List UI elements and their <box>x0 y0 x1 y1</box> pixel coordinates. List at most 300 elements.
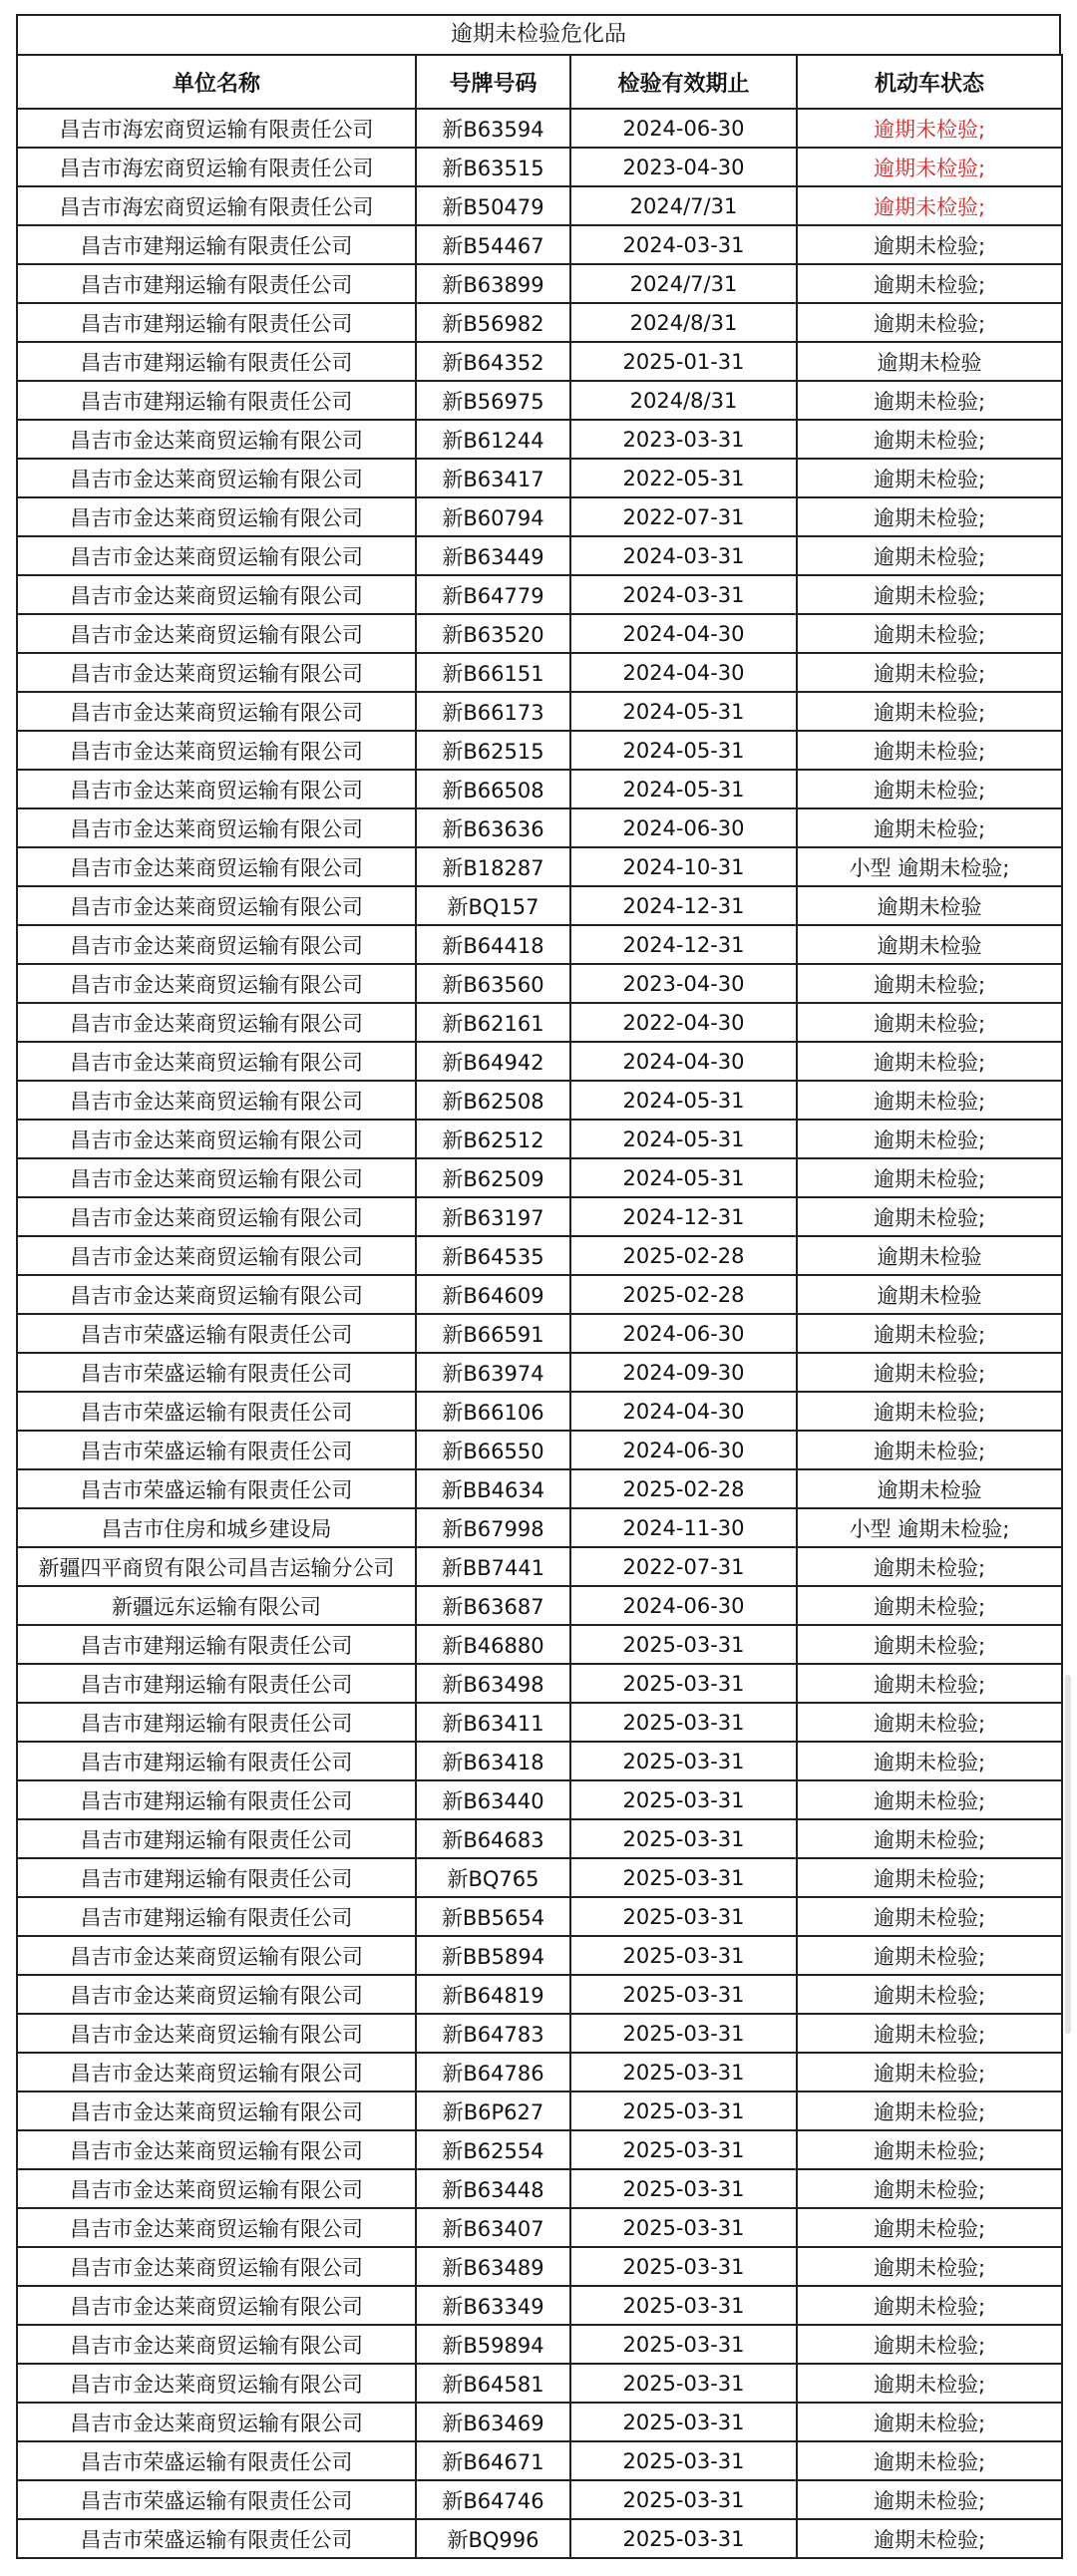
expiry-cell: 2022-07-31 <box>570 497 797 536</box>
status-cell: 逾期未检验; <box>797 1197 1062 1236</box>
status-cell: 逾期未检验; <box>797 1936 1062 1975</box>
expiry-cell: 2025-03-31 <box>570 2208 797 2247</box>
expiry-cell: 2025-03-31 <box>570 2519 797 2558</box>
table-title: 逾期未检验危化品 <box>16 14 1061 54</box>
plate-cell: 新B64942 <box>416 1042 570 1081</box>
company-cell: 昌吉市金达莱商贸运输有限公司 <box>17 770 416 808</box>
table-row <box>17 1819 1062 1858</box>
expiry-cell: 2025-03-31 <box>570 1936 797 1975</box>
status-cell: 逾期未检验; <box>797 1042 1062 1081</box>
expiry-cell: 2025-03-31 <box>570 1897 797 1936</box>
table-row <box>17 1275 1062 1314</box>
expiry-cell: 2025-03-31 <box>570 2169 797 2208</box>
plate-cell: 新B66550 <box>416 1431 570 1469</box>
status-cell: 逾期未检验; <box>797 2441 1062 2480</box>
plate-cell: 新B64683 <box>416 1819 570 1858</box>
table-row <box>17 2325 1062 2364</box>
status-cell: 逾期未检验 <box>797 1275 1062 1314</box>
status-cell: 逾期未检验 <box>797 1236 1062 1275</box>
plate-cell: 新B64746 <box>416 2480 570 2519</box>
header-plate: 号牌号码 <box>416 55 570 109</box>
table-row <box>17 2364 1062 2403</box>
expiry-cell: 2025-03-31 <box>570 2014 797 2053</box>
header-expiry: 检验有效期止 <box>570 55 797 109</box>
company-cell: 昌吉市建翔运输有限责任公司 <box>17 381 416 420</box>
table-row <box>17 2092 1062 2130</box>
status-cell: 逾期未检验; <box>797 808 1062 847</box>
status-cell: 逾期未检验; <box>797 2014 1062 2053</box>
plate-cell: 新B63411 <box>416 1703 570 1742</box>
expiry-cell: 2025-03-31 <box>570 2325 797 2364</box>
plate-cell: 新B64786 <box>416 2053 570 2092</box>
company-cell: 昌吉市金达莱商贸运输有限公司 <box>17 2247 416 2286</box>
table-row <box>17 1664 1062 1703</box>
expiry-cell: 2024-04-30 <box>570 1042 797 1081</box>
expiry-cell: 2024-03-31 <box>570 225 797 264</box>
expiry-cell: 2025-03-31 <box>570 1858 797 1897</box>
status-cell: 逾期未检验; <box>797 2325 1062 2364</box>
company-cell: 昌吉市建翔运输有限责任公司 <box>17 303 416 342</box>
plate-cell: 新B63687 <box>416 1586 570 1625</box>
table-row <box>17 536 1062 575</box>
plate-cell: 新B54467 <box>416 225 570 264</box>
expiry-cell: 2022-04-30 <box>570 1003 797 1042</box>
expiry-cell: 2025-03-31 <box>570 1703 797 1742</box>
table-row <box>17 1703 1062 1742</box>
header-company: 单位名称 <box>17 55 416 109</box>
plate-cell: 新BQ996 <box>416 2519 570 2558</box>
company-cell: 昌吉市建翔运输有限责任公司 <box>17 1625 416 1664</box>
company-cell: 昌吉市金达莱商贸运输有限公司 <box>17 2208 416 2247</box>
company-cell: 昌吉市金达莱商贸运输有限公司 <box>17 497 416 536</box>
plate-cell: 新B63515 <box>416 148 570 186</box>
status-cell: 逾期未检验; <box>797 381 1062 420</box>
status-cell: 逾期未检验; <box>797 1431 1062 1469</box>
status-cell: 逾期未检验; <box>797 1703 1062 1742</box>
company-cell: 昌吉市金达莱商贸运输有限公司 <box>17 1275 416 1314</box>
plate-cell: 新B62515 <box>416 731 570 770</box>
expiry-cell: 2024-10-31 <box>570 847 797 886</box>
status-cell: 逾期未检验; <box>797 1081 1062 1120</box>
table-row <box>17 2480 1062 2519</box>
status-cell: 逾期未检验; <box>797 1625 1062 1664</box>
table-row <box>17 2053 1062 2092</box>
status-cell: 逾期未检验; <box>797 303 1062 342</box>
table-row <box>17 1120 1062 1158</box>
expiry-cell: 2024-12-31 <box>570 886 797 925</box>
plate-cell: 新B64609 <box>416 1275 570 1314</box>
expiry-cell: 2024-06-30 <box>570 1586 797 1625</box>
expiry-cell: 2023-04-30 <box>570 964 797 1003</box>
plate-cell: 新B64783 <box>416 2014 570 2053</box>
table-row <box>17 770 1062 808</box>
expiry-cell: 2025-03-31 <box>570 2441 797 2480</box>
table-row <box>17 2286 1062 2325</box>
company-cell: 昌吉市金达莱商贸运输有限公司 <box>17 536 416 575</box>
plate-cell: 新B50479 <box>416 186 570 225</box>
expiry-cell: 2024/8/31 <box>570 303 797 342</box>
expiry-cell: 2024-05-31 <box>570 731 797 770</box>
company-cell: 昌吉市荣盛运输有限责任公司 <box>17 1353 416 1392</box>
status-cell: 逾期未检验; <box>797 2208 1062 2247</box>
table-row <box>17 925 1062 964</box>
table-row <box>17 2014 1062 2053</box>
plate-cell: 新B63560 <box>416 964 570 1003</box>
expiry-cell: 2025-03-31 <box>570 1780 797 1819</box>
plate-cell: 新B63417 <box>416 459 570 497</box>
status-cell: 逾期未检验; <box>797 148 1062 186</box>
table-row <box>17 575 1062 614</box>
expiry-cell: 2025-03-31 <box>570 1819 797 1858</box>
plate-cell: 新B63489 <box>416 2247 570 2286</box>
company-cell: 昌吉市建翔运输有限责任公司 <box>17 225 416 264</box>
plate-cell: 新B63498 <box>416 1664 570 1703</box>
plate-cell: 新B59894 <box>416 2325 570 2364</box>
expiry-cell: 2023-04-30 <box>570 148 797 186</box>
plate-cell: 新B63448 <box>416 2169 570 2208</box>
table-row <box>17 614 1062 653</box>
company-cell: 昌吉市金达莱商贸运输有限公司 <box>17 1120 416 1158</box>
expiry-cell: 2024-05-31 <box>570 1081 797 1120</box>
status-cell: 逾期未检验; <box>797 1314 1062 1353</box>
expiry-cell: 2025-03-31 <box>570 2092 797 2130</box>
company-cell: 昌吉市荣盛运输有限责任公司 <box>17 1392 416 1431</box>
expiry-cell: 2024-05-31 <box>570 692 797 731</box>
status-cell: 逾期未检验; <box>797 264 1062 303</box>
plate-cell: 新B64581 <box>416 2364 570 2403</box>
plate-cell: 新B62512 <box>416 1120 570 1158</box>
table-row <box>17 2403 1062 2441</box>
expiry-cell: 2025-03-31 <box>570 1742 797 1780</box>
document-sheet <box>16 14 1061 2559</box>
expiry-cell: 2024-09-30 <box>570 1353 797 1392</box>
expiry-cell: 2024/8/31 <box>570 381 797 420</box>
status-cell: 逾期未检验; <box>797 2169 1062 2208</box>
table-row <box>17 731 1062 770</box>
table-row <box>17 1392 1062 1431</box>
table-row <box>17 186 1062 225</box>
table-row <box>17 1236 1062 1275</box>
plate-cell: 新B63520 <box>416 614 570 653</box>
company-cell: 昌吉市荣盛运输有限责任公司 <box>17 1431 416 1469</box>
table-row <box>17 1742 1062 1780</box>
status-cell: 逾期未检验; <box>797 2130 1062 2169</box>
plate-cell: 新B6P627 <box>416 2092 570 2130</box>
plate-cell: 新B63407 <box>416 2208 570 2247</box>
plate-cell: 新B67998 <box>416 1508 570 1547</box>
expiry-cell: 2024-05-31 <box>570 770 797 808</box>
expiry-cell: 2024-03-31 <box>570 575 797 614</box>
plate-cell: 新B63899 <box>416 264 570 303</box>
expiry-cell: 2025-03-31 <box>570 1975 797 2014</box>
expiry-cell: 2025-03-31 <box>570 1625 797 1664</box>
table-row <box>17 497 1062 536</box>
plate-cell: 新BQ765 <box>416 1858 570 1897</box>
plate-cell: 新B66508 <box>416 770 570 808</box>
company-cell: 昌吉市荣盛运输有限责任公司 <box>17 2519 416 2558</box>
plate-cell: 新B61244 <box>416 420 570 459</box>
plate-cell: 新B63974 <box>416 1353 570 1392</box>
company-cell: 昌吉市荣盛运输有限责任公司 <box>17 2441 416 2480</box>
table-row <box>17 2208 1062 2247</box>
table-row <box>17 1081 1062 1120</box>
table-row <box>17 1197 1062 1236</box>
expiry-cell: 2024/7/31 <box>570 186 797 225</box>
company-cell: 昌吉市金达莱商贸运输有限公司 <box>17 653 416 692</box>
plate-cell: 新B62161 <box>416 1003 570 1042</box>
company-cell: 昌吉市金达莱商贸运输有限公司 <box>17 847 416 886</box>
status-cell: 逾期未检验; <box>797 1392 1062 1431</box>
table-row <box>17 1508 1062 1547</box>
company-cell: 昌吉市住房和城乡建设局 <box>17 1508 416 1547</box>
plate-cell: 新BQ157 <box>416 886 570 925</box>
table-row <box>17 1547 1062 1586</box>
status-cell: 逾期未检验; <box>797 109 1062 148</box>
company-cell: 昌吉市建翔运输有限责任公司 <box>17 1780 416 1819</box>
table-row <box>17 2130 1062 2169</box>
company-cell: 昌吉市金达莱商贸运输有限公司 <box>17 2053 416 2092</box>
plate-cell: 新B62508 <box>416 1081 570 1120</box>
table-row <box>17 964 1062 1003</box>
table-row <box>17 653 1062 692</box>
status-cell: 逾期未检验 <box>797 925 1062 964</box>
company-cell: 昌吉市建翔运输有限责任公司 <box>17 1664 416 1703</box>
expiry-cell: 2025-03-31 <box>570 2403 797 2441</box>
company-cell: 昌吉市建翔运输有限责任公司 <box>17 1703 416 1742</box>
company-cell: 昌吉市金达莱商贸运输有限公司 <box>17 925 416 964</box>
expiry-cell: 2025-03-31 <box>570 2053 797 2092</box>
company-cell: 昌吉市金达莱商贸运输有限公司 <box>17 964 416 1003</box>
company-cell: 昌吉市金达莱商贸运输有限公司 <box>17 614 416 653</box>
status-cell: 逾期未检验; <box>797 2286 1062 2325</box>
status-cell: 小型 逾期未检验; <box>797 1508 1062 1547</box>
company-cell: 昌吉市建翔运输有限责任公司 <box>17 1742 416 1780</box>
status-cell: 逾期未检验; <box>797 575 1062 614</box>
company-cell: 昌吉市金达莱商贸运输有限公司 <box>17 1975 416 2014</box>
expiry-cell: 2024-06-30 <box>570 1314 797 1353</box>
status-cell: 逾期未检验; <box>797 1158 1062 1197</box>
company-cell: 昌吉市荣盛运输有限责任公司 <box>17 1469 416 1508</box>
plate-cell: 新B63349 <box>416 2286 570 2325</box>
company-cell: 昌吉市建翔运输有限责任公司 <box>17 1897 416 1936</box>
table-row <box>17 847 1062 886</box>
company-cell: 昌吉市金达莱商贸运输有限公司 <box>17 2130 416 2169</box>
table-row <box>17 264 1062 303</box>
status-cell: 逾期未检验 <box>797 1469 1062 1508</box>
table-row <box>17 1586 1062 1625</box>
table-row <box>17 303 1062 342</box>
status-cell: 逾期未检验; <box>797 536 1062 575</box>
company-cell: 昌吉市金达莱商贸运输有限公司 <box>17 459 416 497</box>
table-row <box>17 1003 1062 1042</box>
table-row <box>17 886 1062 925</box>
company-cell: 昌吉市金达莱商贸运输有限公司 <box>17 2169 416 2208</box>
table-row <box>17 459 1062 497</box>
plate-cell: 新B63469 <box>416 2403 570 2441</box>
expiry-cell: 2022-05-31 <box>570 459 797 497</box>
plate-cell: 新B66106 <box>416 1392 570 1431</box>
company-cell: 昌吉市建翔运输有限责任公司 <box>17 1858 416 1897</box>
expiry-cell: 2025-02-28 <box>570 1469 797 1508</box>
table-row <box>17 1897 1062 1936</box>
plate-cell: 新B46880 <box>416 1625 570 1664</box>
status-cell: 小型 逾期未检验; <box>797 847 1062 886</box>
plate-cell: 新B64779 <box>416 575 570 614</box>
status-cell: 逾期未检验; <box>797 459 1062 497</box>
table-body <box>17 109 1062 2558</box>
header-row <box>17 55 1062 109</box>
company-cell: 新疆四平商贸有限公司昌吉运输分公司 <box>17 1547 416 1586</box>
table-row <box>17 1975 1062 2014</box>
status-cell: 逾期未检验; <box>797 2053 1062 2092</box>
company-cell: 昌吉市金达莱商贸运输有限公司 <box>17 2403 416 2441</box>
company-cell: 昌吉市金达莱商贸运输有限公司 <box>17 692 416 731</box>
header-status: 机动车状态 <box>797 55 1062 109</box>
status-cell: 逾期未检验; <box>797 1664 1062 1703</box>
expiry-cell: 2024-12-31 <box>570 925 797 964</box>
status-cell: 逾期未检验; <box>797 1353 1062 1392</box>
plate-cell: 新BB5654 <box>416 1897 570 1936</box>
table-row <box>17 148 1062 186</box>
status-cell: 逾期未检验 <box>797 342 1062 381</box>
table-row <box>17 2247 1062 2286</box>
scrollbar[interactable] <box>1065 1675 1071 2034</box>
company-cell: 昌吉市金达莱商贸运输有限公司 <box>17 1936 416 1975</box>
status-cell: 逾期未检验; <box>797 770 1062 808</box>
table-row <box>17 381 1062 420</box>
plate-cell: 新B63440 <box>416 1780 570 1819</box>
expiry-cell: 2024/7/31 <box>570 264 797 303</box>
company-cell: 昌吉市荣盛运输有限责任公司 <box>17 1314 416 1353</box>
table-row <box>17 1625 1062 1664</box>
status-cell: 逾期未检验; <box>797 1780 1062 1819</box>
expiry-cell: 2024-06-30 <box>570 1431 797 1469</box>
status-cell: 逾期未检验; <box>797 1547 1062 1586</box>
company-cell: 昌吉市荣盛运输有限责任公司 <box>17 2480 416 2519</box>
status-cell: 逾期未检验; <box>797 964 1062 1003</box>
status-cell: 逾期未检验; <box>797 1742 1062 1780</box>
status-cell: 逾期未检验; <box>797 614 1062 653</box>
expiry-cell: 2025-03-31 <box>570 2480 797 2519</box>
table-row <box>17 2519 1062 2558</box>
plate-cell: 新B62509 <box>416 1158 570 1197</box>
plate-cell: 新B64819 <box>416 1975 570 2014</box>
plate-cell: 新B63197 <box>416 1197 570 1236</box>
company-cell: 昌吉市海宏商贸运输有限责任公司 <box>17 109 416 148</box>
plate-cell: 新B63636 <box>416 808 570 847</box>
table-row <box>17 1042 1062 1081</box>
status-cell: 逾期未检验; <box>797 186 1062 225</box>
status-cell: 逾期未检验; <box>797 1003 1062 1042</box>
expiry-cell: 2025-03-31 <box>570 2286 797 2325</box>
plate-cell: 新B66151 <box>416 653 570 692</box>
company-cell: 昌吉市建翔运输有限责任公司 <box>17 1819 416 1858</box>
status-cell: 逾期未检验; <box>797 1975 1062 2014</box>
company-cell: 昌吉市金达莱商贸运输有限公司 <box>17 420 416 459</box>
status-cell: 逾期未检验; <box>797 2403 1062 2441</box>
vehicle-table <box>16 54 1063 2559</box>
table-row <box>17 225 1062 264</box>
company-cell: 昌吉市金达莱商贸运输有限公司 <box>17 1042 416 1081</box>
table-row <box>17 420 1062 459</box>
status-cell: 逾期未检验; <box>797 692 1062 731</box>
status-cell: 逾期未检验; <box>797 2364 1062 2403</box>
plate-cell: 新B63449 <box>416 536 570 575</box>
expiry-cell: 2024-11-30 <box>570 1508 797 1547</box>
plate-cell: 新B64352 <box>416 342 570 381</box>
expiry-cell: 2024-06-30 <box>570 808 797 847</box>
status-cell: 逾期未检验; <box>797 731 1062 770</box>
company-cell: 新疆远东运输有限公司 <box>17 1586 416 1625</box>
table-row <box>17 1936 1062 1975</box>
plate-cell: 新B66173 <box>416 692 570 731</box>
status-cell: 逾期未检验; <box>797 1858 1062 1897</box>
table-row <box>17 2169 1062 2208</box>
plate-cell: 新B62554 <box>416 2130 570 2169</box>
company-cell: 昌吉市金达莱商贸运输有限公司 <box>17 1236 416 1275</box>
expiry-cell: 2025-02-28 <box>570 1236 797 1275</box>
table-row <box>17 1431 1062 1469</box>
status-cell: 逾期未检验; <box>797 497 1062 536</box>
table-row <box>17 1858 1062 1897</box>
company-cell: 昌吉市金达莱商贸运输有限公司 <box>17 731 416 770</box>
table-row <box>17 342 1062 381</box>
expiry-cell: 2025-03-31 <box>570 2364 797 2403</box>
company-cell: 昌吉市金达莱商贸运输有限公司 <box>17 2364 416 2403</box>
company-cell: 昌吉市金达莱商贸运输有限公司 <box>17 1158 416 1197</box>
expiry-cell: 2025-03-31 <box>570 2247 797 2286</box>
expiry-cell: 2024-05-31 <box>570 1158 797 1197</box>
table-row <box>17 692 1062 731</box>
plate-cell: 新B63594 <box>416 109 570 148</box>
company-cell: 昌吉市金达莱商贸运输有限公司 <box>17 886 416 925</box>
expiry-cell: 2025-03-31 <box>570 1664 797 1703</box>
status-cell: 逾期未检验; <box>797 2092 1062 2130</box>
expiry-cell: 2024-12-31 <box>570 1197 797 1236</box>
plate-cell: 新B64535 <box>416 1236 570 1275</box>
plate-cell: 新B64671 <box>416 2441 570 2480</box>
table-row <box>17 1158 1062 1197</box>
company-cell: 昌吉市金达莱商贸运输有限公司 <box>17 2014 416 2053</box>
company-cell: 昌吉市金达莱商贸运输有限公司 <box>17 1197 416 1236</box>
status-cell: 逾期未检验; <box>797 1819 1062 1858</box>
status-cell: 逾期未检验; <box>797 1897 1062 1936</box>
status-cell: 逾期未检验; <box>797 653 1062 692</box>
table-row <box>17 1353 1062 1392</box>
status-cell: 逾期未检验; <box>797 1586 1062 1625</box>
company-cell: 昌吉市金达莱商贸运输有限公司 <box>17 1003 416 1042</box>
company-cell: 昌吉市金达莱商贸运输有限公司 <box>17 575 416 614</box>
company-cell: 昌吉市海宏商贸运输有限责任公司 <box>17 148 416 186</box>
plate-cell: 新BB5894 <box>416 1936 570 1975</box>
company-cell: 昌吉市建翔运输有限责任公司 <box>17 264 416 303</box>
company-cell: 昌吉市金达莱商贸运输有限公司 <box>17 2325 416 2364</box>
expiry-cell: 2024-06-30 <box>570 109 797 148</box>
table-row <box>17 109 1062 148</box>
status-cell: 逾期未检验; <box>797 2480 1062 2519</box>
company-cell: 昌吉市建翔运输有限责任公司 <box>17 342 416 381</box>
status-cell: 逾期未检验; <box>797 420 1062 459</box>
plate-cell: 新BB7441 <box>416 1547 570 1586</box>
company-cell: 昌吉市金达莱商贸运输有限公司 <box>17 1081 416 1120</box>
status-cell: 逾期未检验; <box>797 225 1062 264</box>
status-cell: 逾期未检验; <box>797 1120 1062 1158</box>
plate-cell: 新B64418 <box>416 925 570 964</box>
table-row <box>17 2441 1062 2480</box>
company-cell: 昌吉市金达莱商贸运输有限公司 <box>17 808 416 847</box>
expiry-cell: 2024-04-30 <box>570 653 797 692</box>
plate-cell: 新BB4634 <box>416 1469 570 1508</box>
